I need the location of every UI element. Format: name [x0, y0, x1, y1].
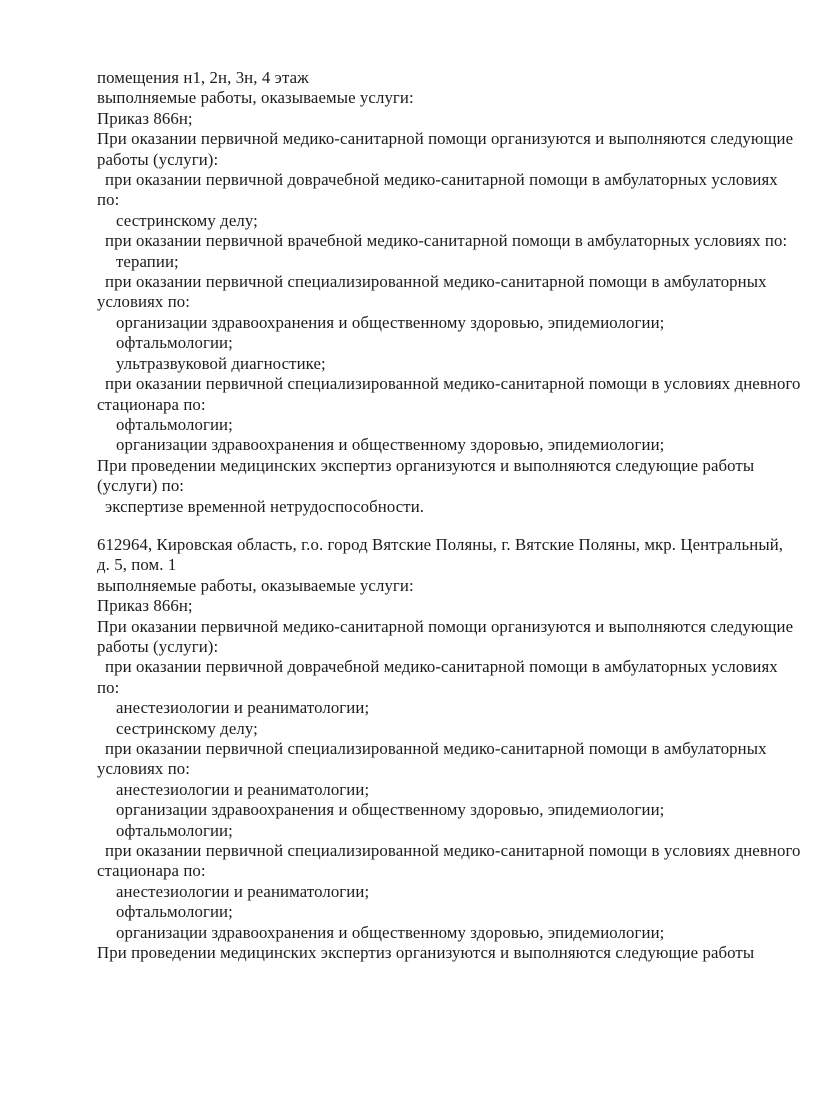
text-line: организации здравоохранения и общественному здоровью, эпидемиологии;	[116, 312, 665, 332]
text-line: офтальмологии;	[116, 414, 233, 434]
text-line: экспертизе временной нетрудоспособности.	[105, 496, 425, 516]
text-line: ультразвуковой диагностике;	[116, 353, 326, 373]
text-line: работы (услуги):	[97, 636, 219, 656]
text-line: стационара по:	[97, 861, 206, 881]
text-line: терапии;	[116, 251, 179, 271]
section-gap	[97, 517, 809, 535]
text-line: При оказании первичной медико-санитарной помощи организуются и выполняются следующие	[97, 616, 794, 636]
document-content	[97, 68, 809, 963]
text-line: офтальмологии;	[116, 333, 233, 353]
text-line: Приказ 866н;	[97, 108, 193, 128]
text-line: условиях по:	[97, 759, 191, 779]
text-line: помещения н1, 2н, 3н, 4 этаж	[97, 68, 309, 87]
text-line: при оказании первичной специализированной медико-санитарной помощи в амбулаторных	[105, 739, 767, 758]
text-line: (услуги) по:	[97, 476, 185, 496]
text-line: При проведении медицинских экспертиз организуются и выполняются следующие работы	[97, 943, 755, 963]
text-line: анестезиологии и реаниматологии;	[116, 881, 370, 901]
text-line: При проведении медицинских экспертиз организуются и выполняются следующие работы	[97, 455, 755, 475]
text-line: при оказании первичной специализированной медико-санитарной помощи в амбулаторных	[105, 272, 767, 292]
text-line: сестринскому делу;	[116, 210, 258, 230]
text-line: д. 5, пом. 1	[97, 555, 177, 575]
text-line: при оказании первичной специализированной медико-санитарной помощи в условиях дневного	[105, 841, 801, 861]
text-line: при оказании первичной специализированной медико-санитарной помощи в условиях дневного	[105, 374, 801, 394]
text-line: сестринскому делу;	[116, 718, 258, 738]
text-line: организации здравоохранения и общественному здоровью, эпидемиологии;	[116, 435, 665, 455]
text-line: Приказ 866н;	[97, 596, 193, 616]
text-line: офтальмологии;	[116, 902, 233, 922]
text-line: стационара по:	[97, 394, 206, 414]
text-line: организации здравоохранения и общественному здоровью, эпидемиологии;	[116, 800, 665, 820]
text-line: При оказании первичной медико-санитарной помощи организуются и выполняются следующие	[97, 129, 794, 149]
text-line: выполняемые работы, оказываемые услуги:	[97, 575, 414, 595]
text-line: организации здравоохранения и общественному здоровью, эпидемиологии;	[116, 922, 665, 942]
text-line: при оказании первичной врачебной медико-санитарной помощи в амбулаторных условиях по:	[105, 231, 788, 251]
license-site-2-services	[97, 535, 809, 964]
text-line: по:	[97, 677, 120, 697]
text-line: выполняемые работы, оказываемые услуги:	[97, 88, 414, 108]
text-line: при оказании первичной доврачебной медико-санитарной помощи в амбулаторных условиях	[105, 170, 778, 190]
text-line: работы (услуги):	[97, 149, 219, 169]
text-line: анестезиологии и реаниматологии;	[116, 779, 370, 799]
text-line: по:	[97, 190, 120, 210]
text-line: условиях по:	[97, 292, 191, 312]
text-line: анестезиологии и реаниматологии;	[116, 698, 370, 718]
license-site-1-services	[97, 68, 809, 517]
text-line: офтальмологии;	[116, 820, 233, 840]
text-line: при оказании первичной доврачебной медико-санитарной помощи в амбулаторных условиях	[105, 657, 778, 677]
text-line: 612964, Кировская область, г.о. город Вятские Поляны, г. Вятские Поляны, мкр. Центральный,	[97, 534, 784, 554]
